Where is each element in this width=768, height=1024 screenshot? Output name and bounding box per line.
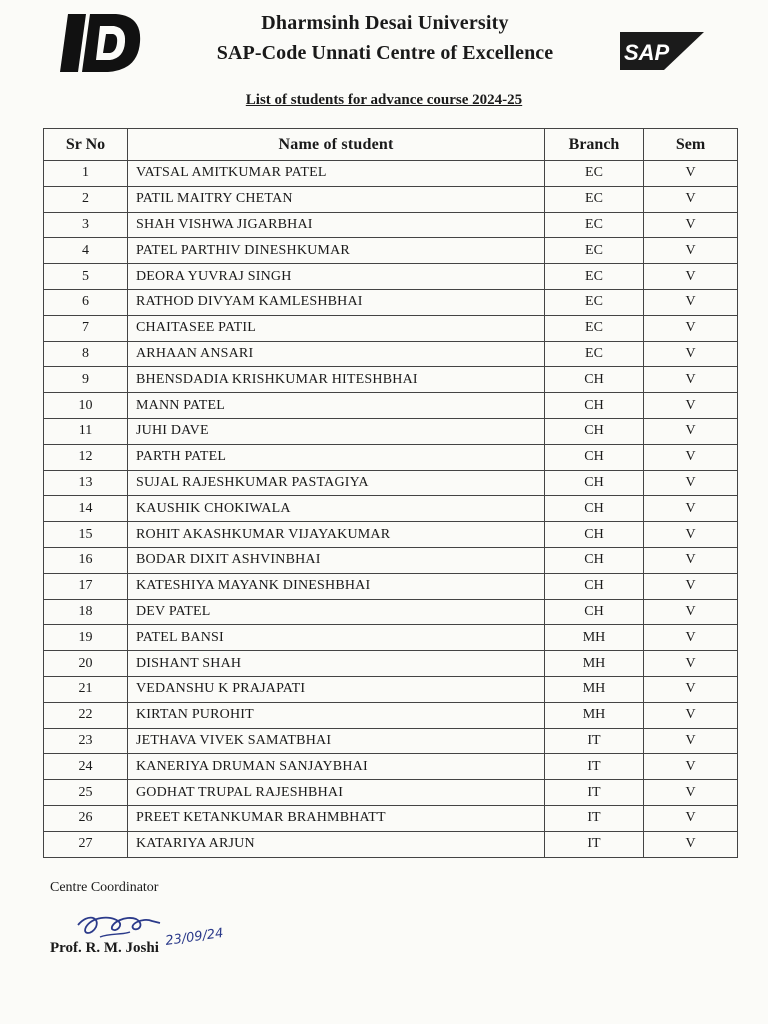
cell-branch: MH: [545, 676, 644, 702]
table-row: [44, 161, 738, 187]
cell-sr-no: 5: [44, 264, 128, 290]
table-row: [44, 264, 738, 290]
table-row: [44, 625, 738, 651]
cell-student-name: KIRTAN PUROHIT: [128, 702, 545, 728]
table-row: [44, 702, 738, 728]
header-block: [150, 8, 620, 68]
cell-branch: MH: [545, 651, 644, 677]
cell-branch: IT: [545, 831, 644, 857]
cell-branch: CH: [545, 573, 644, 599]
cell-branch: EC: [545, 289, 644, 315]
cell-sr-no: 14: [44, 496, 128, 522]
cell-sr-no: 21: [44, 676, 128, 702]
table-row: [44, 212, 738, 238]
cell-student-name: KAUSHIK CHOKIWALA: [128, 496, 545, 522]
table-row: [44, 496, 738, 522]
cell-sr-no: 11: [44, 418, 128, 444]
cell-student-name: VEDANSHU K PRAJAPATI: [128, 676, 545, 702]
cell-sem: V: [644, 728, 738, 754]
table-header-row: [44, 129, 738, 161]
cell-branch: EC: [545, 341, 644, 367]
cell-sr-no: 26: [44, 805, 128, 831]
column-header-sem: Sem: [644, 129, 738, 161]
cell-branch: MH: [545, 702, 644, 728]
cell-student-name: KATESHIYA MAYANK DINESHBHAI: [128, 573, 545, 599]
cell-branch: CH: [545, 522, 644, 548]
cell-sem: V: [644, 599, 738, 625]
cell-branch: IT: [545, 805, 644, 831]
cell-sem: V: [644, 418, 738, 444]
cell-branch: CH: [545, 418, 644, 444]
cell-sem: V: [644, 625, 738, 651]
cell-sr-no: 7: [44, 315, 128, 341]
table-row: [44, 238, 738, 264]
cell-sr-no: 16: [44, 547, 128, 573]
cell-sr-no: 22: [44, 702, 128, 728]
table-row: [44, 599, 738, 625]
cell-sr-no: 19: [44, 625, 128, 651]
table-row: [44, 780, 738, 806]
cell-student-name: SHAH VISHWA JIGARBHAI: [128, 212, 545, 238]
cell-student-name: DISHANT SHAH: [128, 651, 545, 677]
table-row: [44, 728, 738, 754]
cell-sem: V: [644, 547, 738, 573]
cell-student-name: JUHI DAVE: [128, 418, 545, 444]
cell-student-name: PARTH PATEL: [128, 444, 545, 470]
table-row: [44, 805, 738, 831]
cell-sem: V: [644, 805, 738, 831]
cell-sem: V: [644, 754, 738, 780]
table-row: [44, 573, 738, 599]
table-row: [44, 651, 738, 677]
cell-student-name: MANN PATEL: [128, 393, 545, 419]
table-row: [44, 418, 738, 444]
cell-sem: V: [644, 651, 738, 677]
cell-student-name: PREET KETANKUMAR BRAHMBHATT: [128, 805, 545, 831]
cell-sem: V: [644, 702, 738, 728]
cell-sr-no: 2: [44, 186, 128, 212]
cell-sem: V: [644, 496, 738, 522]
cell-branch: CH: [545, 444, 644, 470]
cell-student-name: DEV PATEL: [128, 599, 545, 625]
cell-student-name: BHENSDADIA KRISHKUMAR HITESHBHAI: [128, 367, 545, 393]
cell-sr-no: 18: [44, 599, 128, 625]
cell-student-name: CHAITASEE PATIL: [128, 315, 545, 341]
cell-sr-no: 24: [44, 754, 128, 780]
cell-sem: V: [644, 367, 738, 393]
centre-name: SAP-Code Unnati Centre of Excellence: [216, 42, 554, 64]
cell-sem: V: [644, 470, 738, 496]
cell-branch: IT: [545, 780, 644, 806]
ddu-logo-icon: [56, 10, 146, 76]
cell-student-name: JETHAVA VIVEK SAMATBHAI: [128, 728, 545, 754]
table-row: [44, 315, 738, 341]
sap-logo-text: SAP: [624, 40, 670, 65]
cell-student-name: ROHIT AKASHKUMAR VIJAYAKUMAR: [128, 522, 545, 548]
cell-branch: MH: [545, 625, 644, 651]
cell-sem: V: [644, 238, 738, 264]
cell-sr-no: 27: [44, 831, 128, 857]
table-row: [44, 289, 738, 315]
cell-sr-no: 15: [44, 522, 128, 548]
cell-branch: CH: [545, 547, 644, 573]
cell-sem: V: [644, 676, 738, 702]
table-row: [44, 341, 738, 367]
cell-branch: EC: [545, 315, 644, 341]
cell-branch: EC: [545, 212, 644, 238]
column-header-name: Name of student: [128, 129, 545, 161]
cell-sr-no: 9: [44, 367, 128, 393]
table-row: [44, 470, 738, 496]
cell-sr-no: 23: [44, 728, 128, 754]
cell-sem: V: [644, 212, 738, 238]
cell-branch: EC: [545, 238, 644, 264]
table-row: [44, 393, 738, 419]
sap-logo-icon: [618, 30, 706, 72]
table-row: [44, 754, 738, 780]
cell-sr-no: 1: [44, 161, 128, 187]
cell-sr-no: 13: [44, 470, 128, 496]
table-row: [44, 444, 738, 470]
cell-student-name: VATSAL AMITKUMAR PATEL: [128, 161, 545, 187]
cell-branch: CH: [545, 496, 644, 522]
cell-student-name: KATARIYA ARJUN: [128, 831, 545, 857]
cell-sr-no: 12: [44, 444, 128, 470]
cell-branch: CH: [545, 599, 644, 625]
cell-student-name: PATIL MAITRY CHETAN: [128, 186, 545, 212]
cell-sem: V: [644, 264, 738, 290]
cell-branch: IT: [545, 754, 644, 780]
cell-sem: V: [644, 186, 738, 212]
cell-sr-no: 4: [44, 238, 128, 264]
cell-branch: EC: [545, 161, 644, 187]
cell-sem: V: [644, 393, 738, 419]
cell-student-name: DEORA YUVRAJ SINGH: [128, 264, 545, 290]
table-body: [44, 161, 738, 858]
cell-sem: V: [644, 341, 738, 367]
table-row: [44, 831, 738, 857]
list-title: List of students for advance course 2024-25: [245, 92, 523, 108]
cell-sr-no: 8: [44, 341, 128, 367]
cell-student-name: KANERIYA DRUMAN SANJAYBHAI: [128, 754, 545, 780]
cell-student-name: BODAR DIXIT ASHVINBHAI: [128, 547, 545, 573]
cell-student-name: PATEL PARTHIV DINESHKUMAR: [128, 238, 545, 264]
coordinator-name: Prof. R. M. Joshi: [50, 940, 159, 956]
cell-sr-no: 25: [44, 780, 128, 806]
column-header-sr-no: Sr No: [44, 129, 128, 161]
cell-student-name: SUJAL RAJESHKUMAR PASTAGIYA: [128, 470, 545, 496]
cell-branch: CH: [545, 367, 644, 393]
cell-branch: IT: [545, 728, 644, 754]
cell-sem: V: [644, 315, 738, 341]
column-header-branch: Branch: [545, 129, 644, 161]
cell-student-name: RATHOD DIVYAM KAMLESHBHAI: [128, 289, 545, 315]
coordinator-label: Centre Coordinator: [50, 880, 159, 895]
cell-sr-no: 10: [44, 393, 128, 419]
cell-sem: V: [644, 444, 738, 470]
table-row: [44, 547, 738, 573]
cell-sr-no: 17: [44, 573, 128, 599]
students-table: [43, 128, 738, 858]
cell-sr-no: 6: [44, 289, 128, 315]
cell-branch: CH: [545, 470, 644, 496]
cell-student-name: PATEL BANSI: [128, 625, 545, 651]
cell-sr-no: 20: [44, 651, 128, 677]
table-row: [44, 522, 738, 548]
cell-sem: V: [644, 161, 738, 187]
table-row: [44, 367, 738, 393]
university-name: Dharmsinh Desai University: [261, 12, 509, 34]
cell-sr-no: 3: [44, 212, 128, 238]
cell-branch: EC: [545, 186, 644, 212]
cell-sem: V: [644, 522, 738, 548]
cell-branch: EC: [545, 264, 644, 290]
cell-student-name: ARHAAN ANSARI: [128, 341, 545, 367]
cell-sem: V: [644, 289, 738, 315]
cell-sem: V: [644, 831, 738, 857]
cell-branch: CH: [545, 393, 644, 419]
signature-date: 23/09/24: [164, 925, 225, 949]
cell-sem: V: [644, 780, 738, 806]
cell-sem: V: [644, 573, 738, 599]
cell-student-name: GODHAT TRUPAL RAJESHBHAI: [128, 780, 545, 806]
table-row: [44, 676, 738, 702]
table-row: [44, 186, 738, 212]
